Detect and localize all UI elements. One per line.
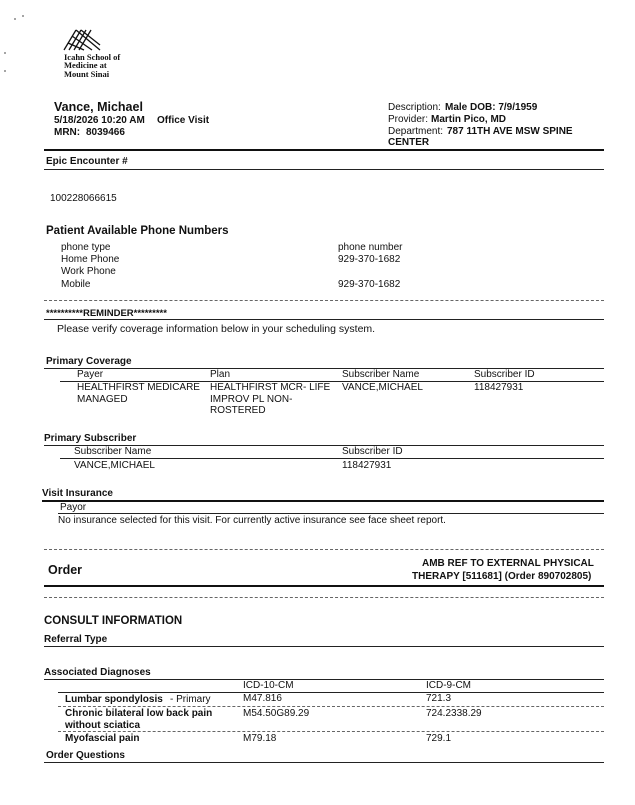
visit-type: Office Visit bbox=[157, 115, 210, 126]
phone-number-header: phone number bbox=[338, 242, 403, 253]
order-bottom-rule bbox=[44, 585, 604, 587]
subscriber-header-rule bbox=[60, 458, 604, 459]
phone-type: Mobile bbox=[61, 279, 91, 290]
diagnosis-name: Lumbar spondylosis bbox=[65, 694, 163, 705]
encounter-rule bbox=[44, 169, 604, 170]
subscriber-id-header: Subscriber ID bbox=[342, 446, 403, 457]
primary-coverage-title: Primary Coverage bbox=[46, 356, 132, 367]
coverage-payer: HEALTHFIRST MEDICARE MANAGED bbox=[77, 382, 200, 405]
mrn-value: 8039466 bbox=[86, 127, 125, 138]
institution-name: Icahn School of Medicine at Mount Sinai bbox=[64, 52, 121, 79]
diagnosis-name: Myofascial pain bbox=[65, 733, 140, 744]
associated-diagnoses-title: Associated Diagnoses bbox=[44, 667, 151, 678]
order-dash-rule bbox=[44, 597, 604, 598]
scan-speck bbox=[4, 70, 6, 72]
reminder-title: **********REMINDER********* bbox=[46, 308, 167, 319]
phone-type-header: phone type bbox=[61, 242, 111, 253]
mount-sinai-logo-icon bbox=[62, 26, 102, 52]
subscriber-name: VANCE,MICHAEL bbox=[74, 460, 155, 471]
coverage-subscriber-name: VANCE,MICHAEL bbox=[342, 382, 423, 393]
provider-value: Martin Pico, MD bbox=[431, 114, 507, 125]
diagnosis-icd10: M79.18 bbox=[243, 733, 277, 744]
reminder-rule bbox=[44, 319, 604, 320]
department-label: Department: bbox=[388, 126, 444, 137]
icd9-header: ICD-9-CM bbox=[426, 680, 471, 691]
header-divider bbox=[44, 149, 604, 151]
scan-speck bbox=[22, 15, 24, 17]
reminder-text: Please verify coverage information below in your scheduling system. bbox=[57, 323, 376, 335]
diagnosis-icd10: M54.50G89.29 bbox=[243, 708, 310, 719]
phone-number: 929-370-1682 bbox=[338, 254, 401, 265]
diagnosis-note: - Primary bbox=[170, 694, 211, 705]
diagnosis-icd10: M47.816 bbox=[243, 693, 282, 704]
order-top-rule bbox=[44, 549, 604, 550]
phone-number: 929-370-1682 bbox=[338, 279, 401, 290]
phone-type: Work Phone bbox=[61, 266, 116, 277]
order-desc-line2: THERAPY [511681] (Order 890702805) bbox=[412, 571, 592, 582]
description-value: Male DOB: 7/9/1959 bbox=[445, 102, 538, 113]
order-title: Order bbox=[48, 563, 83, 577]
subscriber-id-header: Subscriber ID bbox=[474, 369, 535, 380]
referral-type-rule bbox=[44, 646, 604, 647]
diagnosis-name: Chronic bilateral low back pain without sciatica bbox=[65, 708, 213, 731]
primary-subscriber-title: Primary Subscriber bbox=[44, 433, 137, 444]
diagnosis-icd9: 729.1 bbox=[426, 733, 452, 744]
payer-header: Payer bbox=[77, 369, 104, 380]
payor-header-rule bbox=[58, 513, 604, 514]
order-questions-label: Order Questions bbox=[46, 750, 125, 761]
encounter-title: Epic Encounter # bbox=[46, 156, 128, 167]
visit-datetime: 5/18/2026 10:20 AM bbox=[54, 115, 145, 126]
mrn-label: MRN: bbox=[54, 127, 81, 138]
subscriber-name-header: Subscriber Name bbox=[74, 446, 152, 457]
payor-header: Payor bbox=[60, 502, 87, 513]
phones-title: Patient Available Phone Numbers bbox=[46, 225, 229, 237]
visit-insurance-rule bbox=[42, 500, 604, 502]
encounter-number: 100228066615 bbox=[50, 193, 117, 204]
patient-name: Vance, Michael bbox=[54, 100, 143, 114]
department-value-line2: CENTER bbox=[388, 137, 430, 148]
coverage-plan: HEALTHFIRST MCR- LIFE IMPROV PL NON-ROSTERED bbox=[210, 382, 331, 416]
subscriber-id: 118427931 bbox=[342, 460, 392, 471]
scan-speck bbox=[4, 52, 6, 54]
institution-logo bbox=[62, 26, 102, 55]
diagnosis-row-rule bbox=[58, 706, 604, 707]
description-label: Description: bbox=[388, 102, 441, 113]
scan-speck bbox=[14, 18, 16, 20]
visit-insurance-text: No insurance selected for this visit. For currently active insurance see face sheet report. bbox=[58, 515, 446, 526]
diagnosis-row-rule bbox=[58, 731, 604, 732]
consult-title: CONSULT INFORMATION bbox=[44, 615, 183, 627]
diagnosis-icd9: 721.3 bbox=[426, 693, 452, 704]
order-desc-line1: AMB REF TO EXTERNAL PHYSICAL bbox=[422, 558, 594, 569]
phone-type: Home Phone bbox=[61, 254, 120, 265]
coverage-subscriber-id: 118427931 bbox=[474, 382, 524, 393]
diagnoses-rule bbox=[44, 679, 604, 680]
subscriber-name-header: Subscriber Name bbox=[342, 369, 420, 380]
phones-rule bbox=[44, 300, 604, 301]
diagnosis-icd9: 724.2338.29 bbox=[426, 708, 482, 719]
icd10-header: ICD-10-CM bbox=[243, 680, 294, 691]
referral-type-label: Referral Type bbox=[44, 634, 108, 645]
diagnoses-header-rule bbox=[58, 692, 604, 693]
visit-insurance-title: Visit Insurance bbox=[42, 488, 113, 499]
plan-header: Plan bbox=[210, 369, 231, 380]
provider-label: Provider: bbox=[388, 114, 429, 125]
order-questions-rule bbox=[44, 762, 604, 763]
department-value: 787 11TH AVE MSW SPINE bbox=[447, 126, 573, 137]
